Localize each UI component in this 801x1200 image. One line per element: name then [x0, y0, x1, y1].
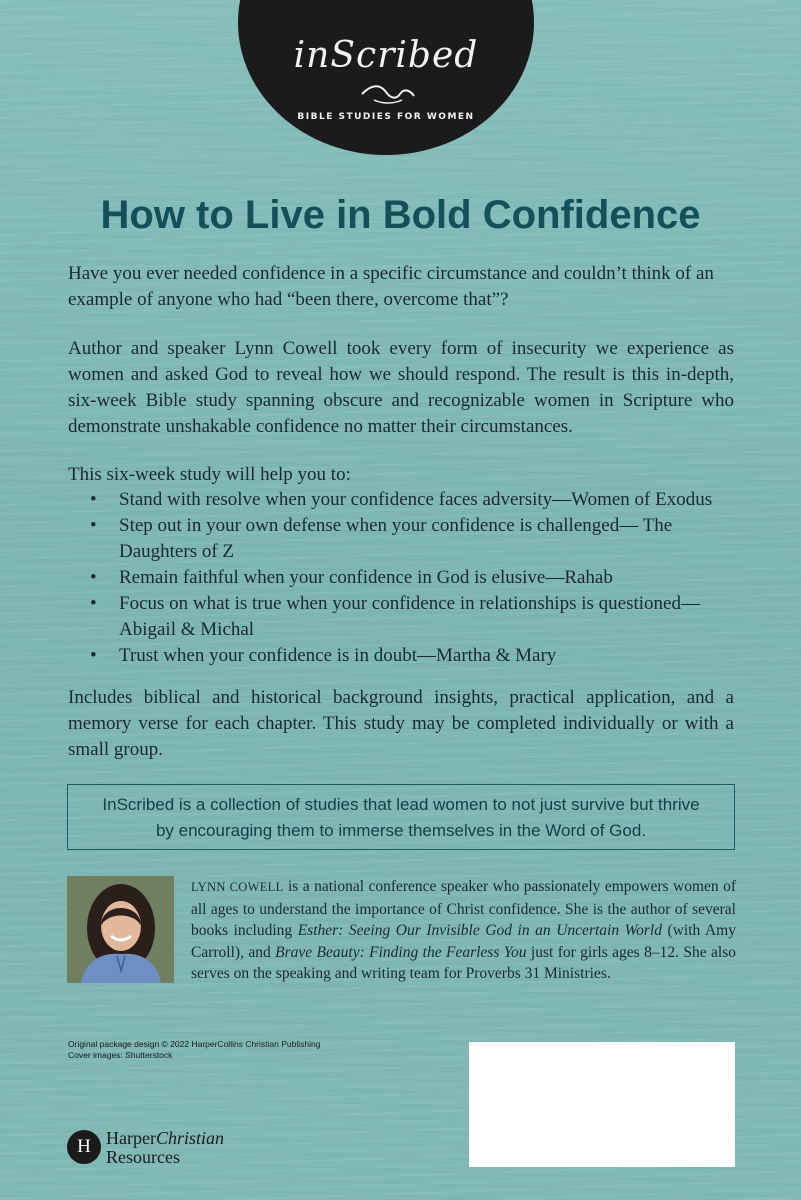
- bio-text: just for girls ages 8–12. She also serves on the speaking and writing team for Proverbs 31 Ministries.: [191, 943, 736, 982]
- publisher-name-line2: Resources: [106, 1147, 180, 1167]
- bio-text: (with Amy Carroll), and: [191, 922, 736, 961]
- list-intro: This six-week study will help you to:: [68, 464, 351, 485]
- publisher-name: [106, 1129, 224, 1167]
- list-item: • Focus on what is true when your confidence in relationships is questioned— Abigail & Michal: [90, 591, 750, 643]
- publisher-name-part1: Harper: [106, 1128, 156, 1148]
- list-item: • Step out in your own defense when your confidence is challenged— The Daughters of Z: [90, 513, 750, 565]
- list-item: • Trust when your confidence is in doubt—Martha & Mary: [90, 643, 750, 669]
- author-name: LYNN COWELL: [191, 880, 284, 894]
- callout-line-1: InScribed is a collection of studies that lead women to not just survive but thrive: [102, 795, 700, 814]
- publisher-name-part2: Christian: [155, 1128, 224, 1148]
- logo-tagline: BIBLE STUDIES FOR WOMEN: [297, 112, 475, 122]
- includes-paragraph: Includes biblical and historical background insights, practical application, and a memory verse for each chapter. This study may be completed individually or with a small group.: [68, 687, 734, 760]
- about-paragraph: Author and speaker Lynn Cowell took every form of insecurity we experience as women and asked God to reveal how we should respond. The result is this in-depth, six-week Bible study spanning obscure and recognizable women in Scripture who demonstrate unshakable confidence no matter their circumstances.: [68, 338, 734, 437]
- page-title: How to Live in Bold Confidence: [100, 193, 701, 237]
- list-item: • Stand with resolve when your confidence faces adversity—Women of Exodus: [90, 487, 750, 513]
- callout-line-2: by encouraging them to immerse themselves in the Word of God.: [155, 821, 647, 840]
- barcode-area: [469, 1042, 735, 1167]
- logo-swirl-icon: [360, 82, 416, 106]
- book-title-esther: Esther: Seeing Our Invisible God in an Uncertain World: [297, 922, 662, 939]
- publisher-logo-icon: H: [67, 1130, 101, 1164]
- author-portrait-icon: [67, 876, 174, 983]
- bio-text: is a national conference speaker who passionately empowers women of all ages to understand the importance of Christ confidence. She is the author of several books including: [191, 878, 736, 939]
- copyright-line: Original package design © 2022 HarperCollins Christian Publishing: [68, 1039, 321, 1049]
- intro-paragraph: Have you ever needed confidence in a specific circumstance and couldn’t think of an example of anyone who had “been there, overcome that”?: [68, 263, 714, 310]
- logo-script: inScribed: [293, 35, 479, 76]
- design-credits: [68, 1039, 320, 1061]
- logo-circle: [238, 0, 534, 155]
- list-item: • Remain faithful when your confidence in God is elusive—Rahab: [90, 565, 750, 591]
- study-goals-list: [90, 487, 750, 669]
- series-callout-box: [67, 784, 735, 850]
- author-bio: [191, 876, 736, 985]
- image-credit-line: Cover images: Shutterstock: [68, 1050, 173, 1060]
- author-photo: [67, 876, 174, 983]
- book-title-brave-beauty: Brave Beauty: Finding the Fearless You: [275, 943, 527, 961]
